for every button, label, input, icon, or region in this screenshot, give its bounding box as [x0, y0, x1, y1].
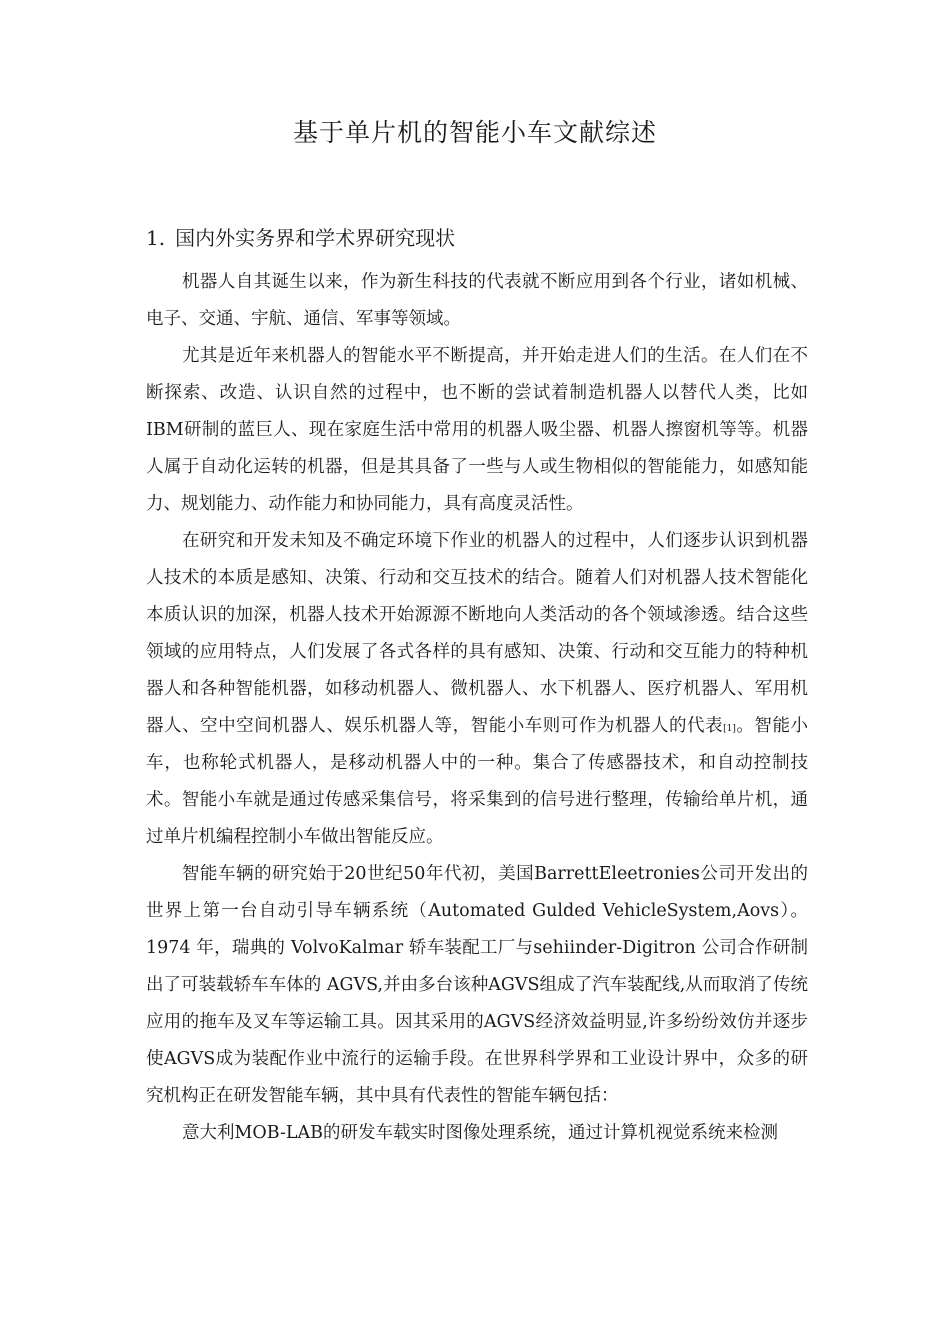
paragraph-2: 尤其是近年来机器人的智能水平不断提高，并开始走进人们的生活。在人们在不断探索、改造、认识自然的过程中，也不断的尝试着制造机器人以替代人类，比如IBM研制的蓝巨人、现在家庭生活中常用的机器人吸尘器、机器人擦窗机等等。机器人属于自动化运转的机器，但是其具备了一些与人或生物相似的智能能力，如感知能力、规划能力、动作能力和协同能力，具有高度灵活性。	[146, 346, 808, 514]
document-body	[146, 264, 808, 1152]
paragraph-3-text-after-citation: 。智能小车，也称轮式机器人，是移动机器人中的一种。集合了传感器技术，和自动控制技术。智能小车就是通过传感采集信号，将采集到的信号进行整理，传输给单片机，通过单片机编程控制小车做出智能反应。	[146, 716, 808, 847]
citation-marker: [1]	[723, 724, 736, 734]
paragraph-3	[146, 523, 808, 856]
paragraph-1: 机器人自其诞生以来，作为新生科技的代表就不断应用到各个行业，诸如机械、电子、交通、宇航、通信、军事等领域。	[146, 272, 808, 329]
document-title: 基于单片机的智能小车文献综述	[292, 118, 657, 147]
paragraph-4: 智能车辆的研究始于20世纪50年代初，美国BarrettEleetronies公司开发出的世界上第一台自动引导车辆系统（Automated Gulded VehicleSystem,Aovs）。1974 年，瑞典的 VolvoKalmar 轿车装配工厂与sehiinder-Digitron 公司合作研制出了可装载轿车车体的 AGVS,并由多台该种AGVS组成了汽车装配线,从而取消了传统应用的拖车及叉车等运输工具。因其采用的AGVS经济效益明显,许多纷纷效仿并逐步使AGVS成为装配作业中流行的运输手段。在世界科学界和工业设计界中，众多的研究机构正在研发智能车辆，其中具有代表性的智能车辆包括：	[146, 864, 808, 1106]
section-heading	[146, 223, 455, 253]
section-heading-text: 国内外实务界和学术界研究现状	[175, 226, 456, 250]
section-number: 1.	[146, 226, 166, 250]
paragraph-3-text-before-citation: 在研究和开发未知及不确定环境下作业的机器人的过程中，人们逐步认识到机器人技术的本质是感知、决策、行动和交互技术的结合。随着人们对机器人技术智能化本质认识的加深，机器人技术开始源源不断地向人类活动的各个领域渗透。结合这些领域的应用特点，人们发展了各式各样的具有感知、决策、行动和交互能力的特种机器人和各种智能机器，如移动机器人、微机器人、水下机器人、医疗机器人、军用机器人、空中空间机器人、娱乐机器人等，智能小车则可作为机器人的代表	[146, 531, 808, 736]
paragraph-5: 意大利MOB-LAB的研发车载实时图像处理系统，通过计算机视觉系统来检测	[182, 1123, 778, 1143]
